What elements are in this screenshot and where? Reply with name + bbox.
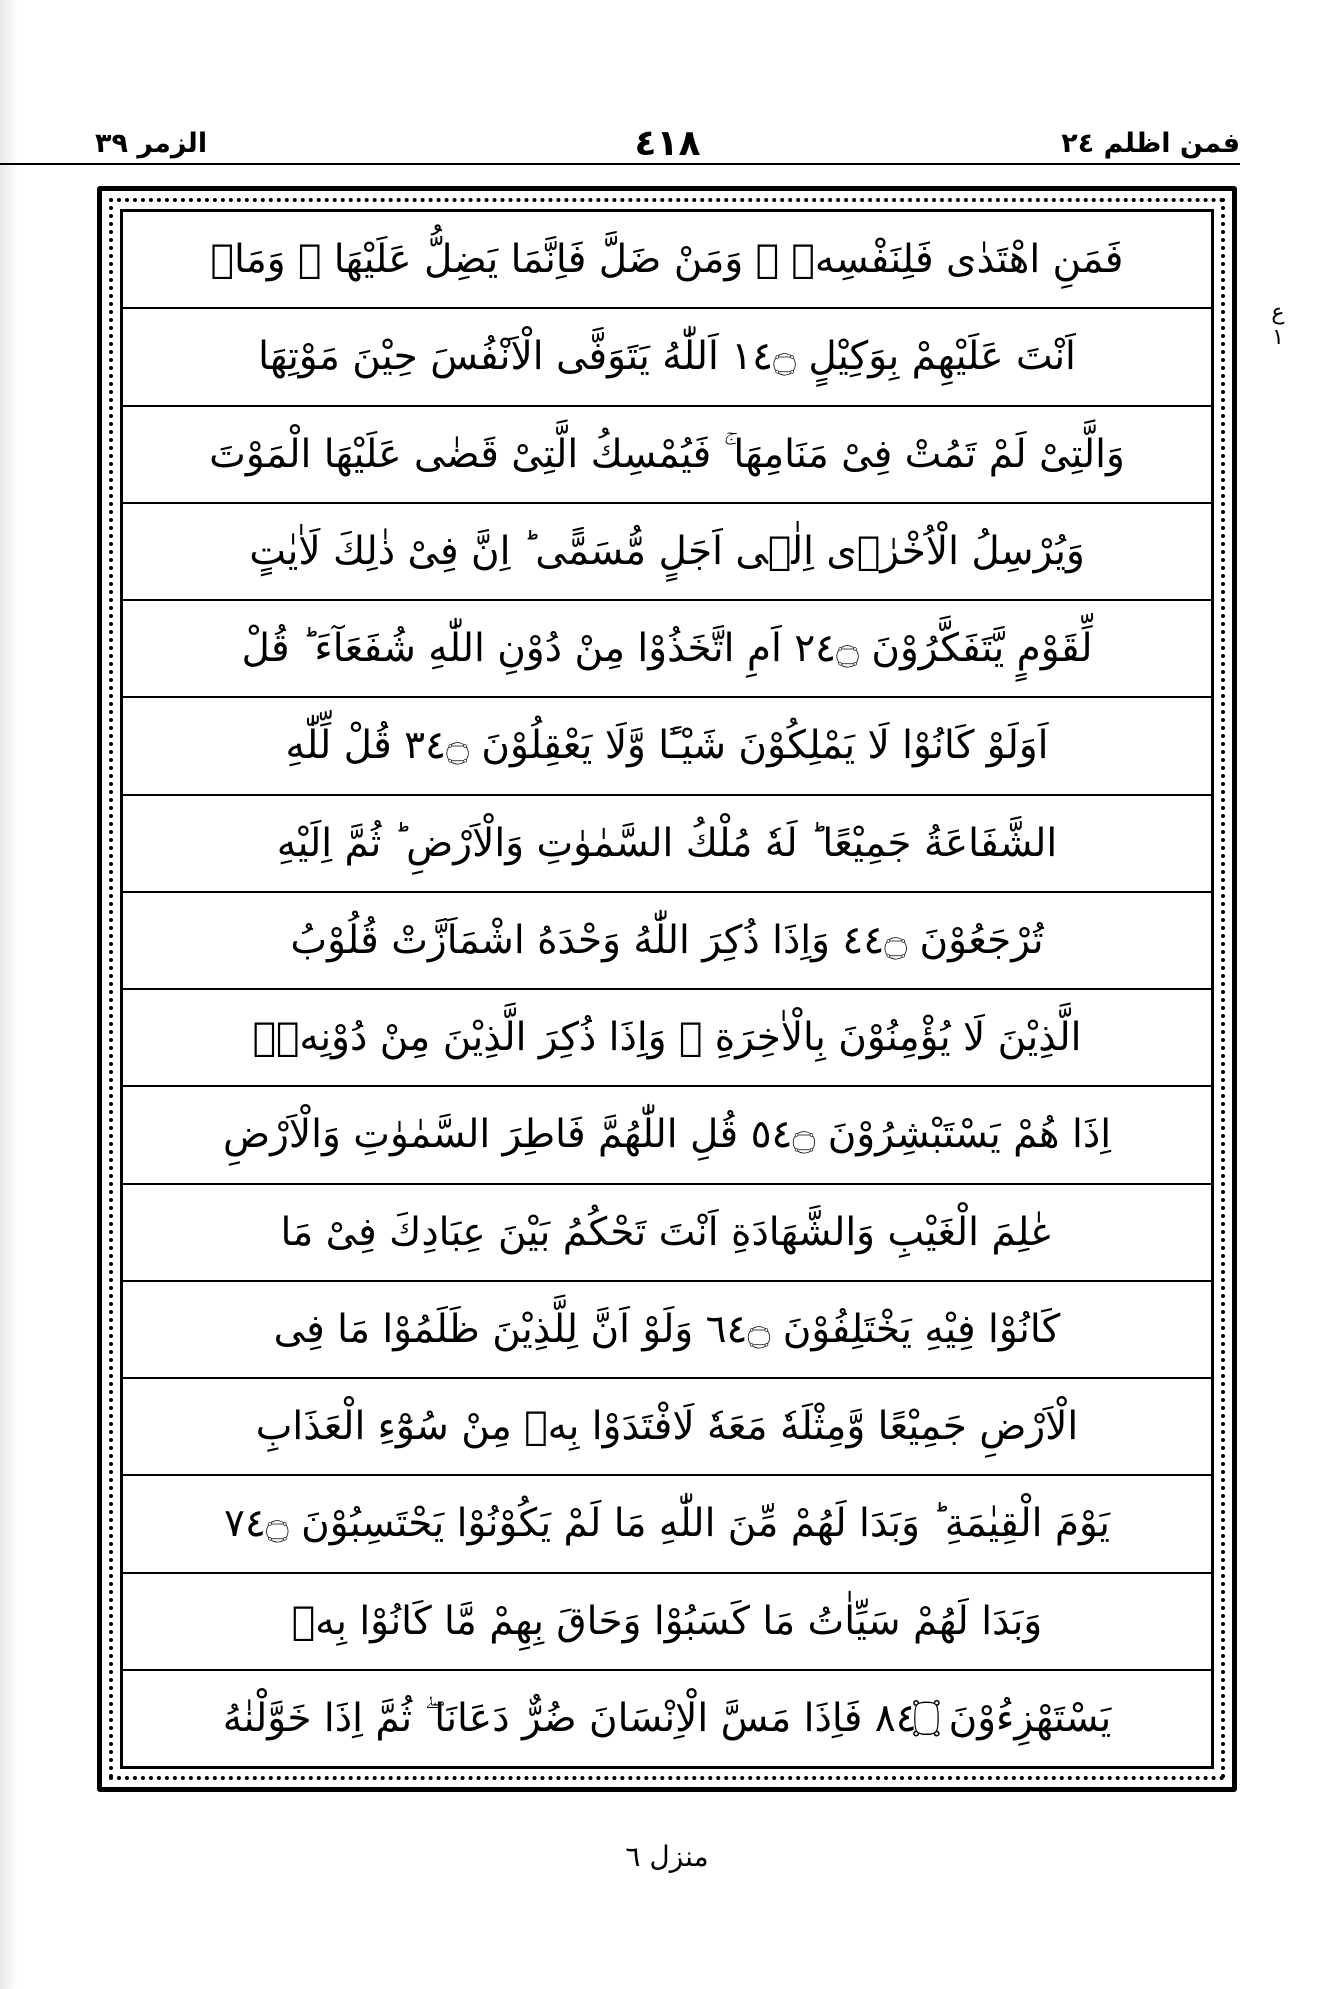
- ayah-line: [123, 1671, 1211, 1766]
- ayah-line: [123, 1574, 1211, 1671]
- ayah-text: وَالَّتِىْ لَمْ تَمُتْ فِىْ مَنَامِهَا ۚ فَيُمْسِكُ الَّتِىْ قَضٰى عَلَيْهَا الْمَوْتَ: [209, 431, 1125, 477]
- ayah-text: الْاَرْضِ جَمِيْعًا وَّمِثْلَهٗ مَعَهٗ لَافْتَدَوْا بِهٖ مِنْ سُوْٓءِ الْعَذَابِ: [255, 1404, 1079, 1450]
- ayah-text: لِّقَوْمٍ يَّتَفَكَّرُوْنَ ۝٤٢ اَمِ اتَّخَذُوْا مِنْ دُوْنِ اللّٰهِ شُفَعَآءَ ؕ قُلْ: [241, 626, 1093, 672]
- ayah-text: اَنْتَ عَلَيْهِمْ بِوَكِيْلٍ ۝٤١ اَللّٰهُ يَتَوَفَّى الْاَنْفُسَ حِيْنَ مَوْتِهَا: [258, 334, 1076, 380]
- ayah-text: يَوْمَ الْقِيٰمَةِ ؕ وَبَدَا لَهُمْ مِّنَ اللّٰهِ مَا لَمْ يَكُوْنُوْا يَحْتَسِبُوْنَ ۝٤٧: [224, 1501, 1110, 1547]
- ayah-text: كَانُوْا فِيْهِ يَخْتَلِفُوْنَ ۝٤٦ وَلَوْ اَنَّ لِلَّذِيْنَ ظَلَمُوْا مَا فِى: [273, 1306, 1061, 1352]
- manzil-label: منزل ٦: [625, 1840, 709, 1873]
- ayah-line: [123, 1185, 1211, 1282]
- ayah-lines: [123, 212, 1211, 1766]
- ayah-text: عٰلِمَ الْغَيْبِ وَالشَّهَادَةِ اَنْتَ تَحْكُمُ بَيْنَ عِبَادِكَ فِىْ مَا: [280, 1209, 1054, 1255]
- ayah-line: [123, 796, 1211, 893]
- ayah-text: وَيُرْسِلُ الْاُخْرٰۤى اِلٰۤى اَجَلٍ مُّسَمًّى ؕ اِنَّ فِىْ ذٰلِكَ لَاٰيٰتٍ: [249, 528, 1085, 574]
- ayah-line: [123, 893, 1211, 990]
- page-header: [95, 120, 1240, 166]
- header-divider: [95, 163, 1240, 165]
- ayah-line: [123, 1282, 1211, 1379]
- ayah-line: [123, 407, 1211, 504]
- page-edge-shading: [0, 0, 18, 1989]
- ayah-text: فَمَنِ اهْتَدٰى فَلِنَفْسِهٖ ۚ وَمَنْ ضَلَّ فَاِنَّمَا يَضِلُّ عَلَيْهَا ۚ وَمَاۤ: [210, 237, 1124, 283]
- ayah-line: [123, 1087, 1211, 1184]
- ayah-line: [123, 990, 1211, 1087]
- ayah-text: الشَّفَاعَةُ جَمِيْعًا ؕ لَهٗ مُلْكُ السَّمٰوٰتِ وَالْاَرْضِ ؕ ثُمَّ اِلَيْهِ: [276, 820, 1058, 866]
- ayah-line: [123, 601, 1211, 698]
- ayah-line: [123, 504, 1211, 601]
- text-frame-dotted: [109, 198, 1225, 1780]
- ayah-text: يَسْتَهْزِءُوْنَ ۝٤٨ فَاِذَا مَسَّ الْاِنْسَانَ ضُرٌّ دَعَانَا ۖ ثُمَّ اِذَا خَوَّلْنٰهُ: [222, 1695, 1112, 1741]
- header-surah-label: فمن اظلم ٢٤: [1061, 127, 1240, 159]
- ayah-text: الَّذِيْنَ لَا يُؤْمِنُوْنَ بِالْاٰخِرَةِ ۚ وَاِذَا ذُكِرَ الَّذِيْنَ مِنْ دُوْنِهٖۤ: [252, 1015, 1082, 1061]
- ayah-text: اِذَا هُمْ يَسْتَبْشِرُوْنَ ۝٤٥ قُلِ اللّٰهُمَّ فَاطِرَ السَّمٰوٰتِ وَالْاَرْضِ: [222, 1112, 1112, 1158]
- page-number: ٤١٨: [634, 122, 701, 164]
- ayah-line: [123, 1476, 1211, 1573]
- ayah-line: [123, 1379, 1211, 1476]
- header-divider-left: [0, 163, 95, 165]
- ayah-line: [123, 212, 1211, 309]
- ayah-line: [123, 309, 1211, 406]
- ruku-marker: [1248, 300, 1308, 351]
- text-frame-outer: [97, 186, 1237, 1792]
- text-frame-inner: [120, 209, 1214, 1769]
- ruku-marker-number: ١: [1272, 325, 1284, 351]
- ayah-text: اَوَلَوْ كَانُوْا لَا يَمْلِكُوْنَ شَيْـًٔا وَّلَا يَعْقِلُوْنَ ۝٤٣ قُلْ لِّلّٰهِ: [285, 723, 1049, 769]
- ayah-text: وَبَدَا لَهُمْ سَيِّاٰتُ مَا كَسَبُوْا وَحَاقَ بِهِمْ مَّا كَانُوْا بِهٖ: [291, 1598, 1043, 1644]
- ruku-marker-letter: ع: [1271, 300, 1285, 325]
- header-para-label: الزمر ٣٩: [95, 127, 208, 159]
- page-footer: [0, 1840, 1334, 1873]
- ayah-line: [123, 698, 1211, 795]
- ayah-text: تُرْجَعُوْنَ ۝٤٤ وَاِذَا ذُكِرَ اللّٰهُ وَحْدَهُ اشْمَاَزَّتْ قُلُوْبُ: [290, 917, 1044, 963]
